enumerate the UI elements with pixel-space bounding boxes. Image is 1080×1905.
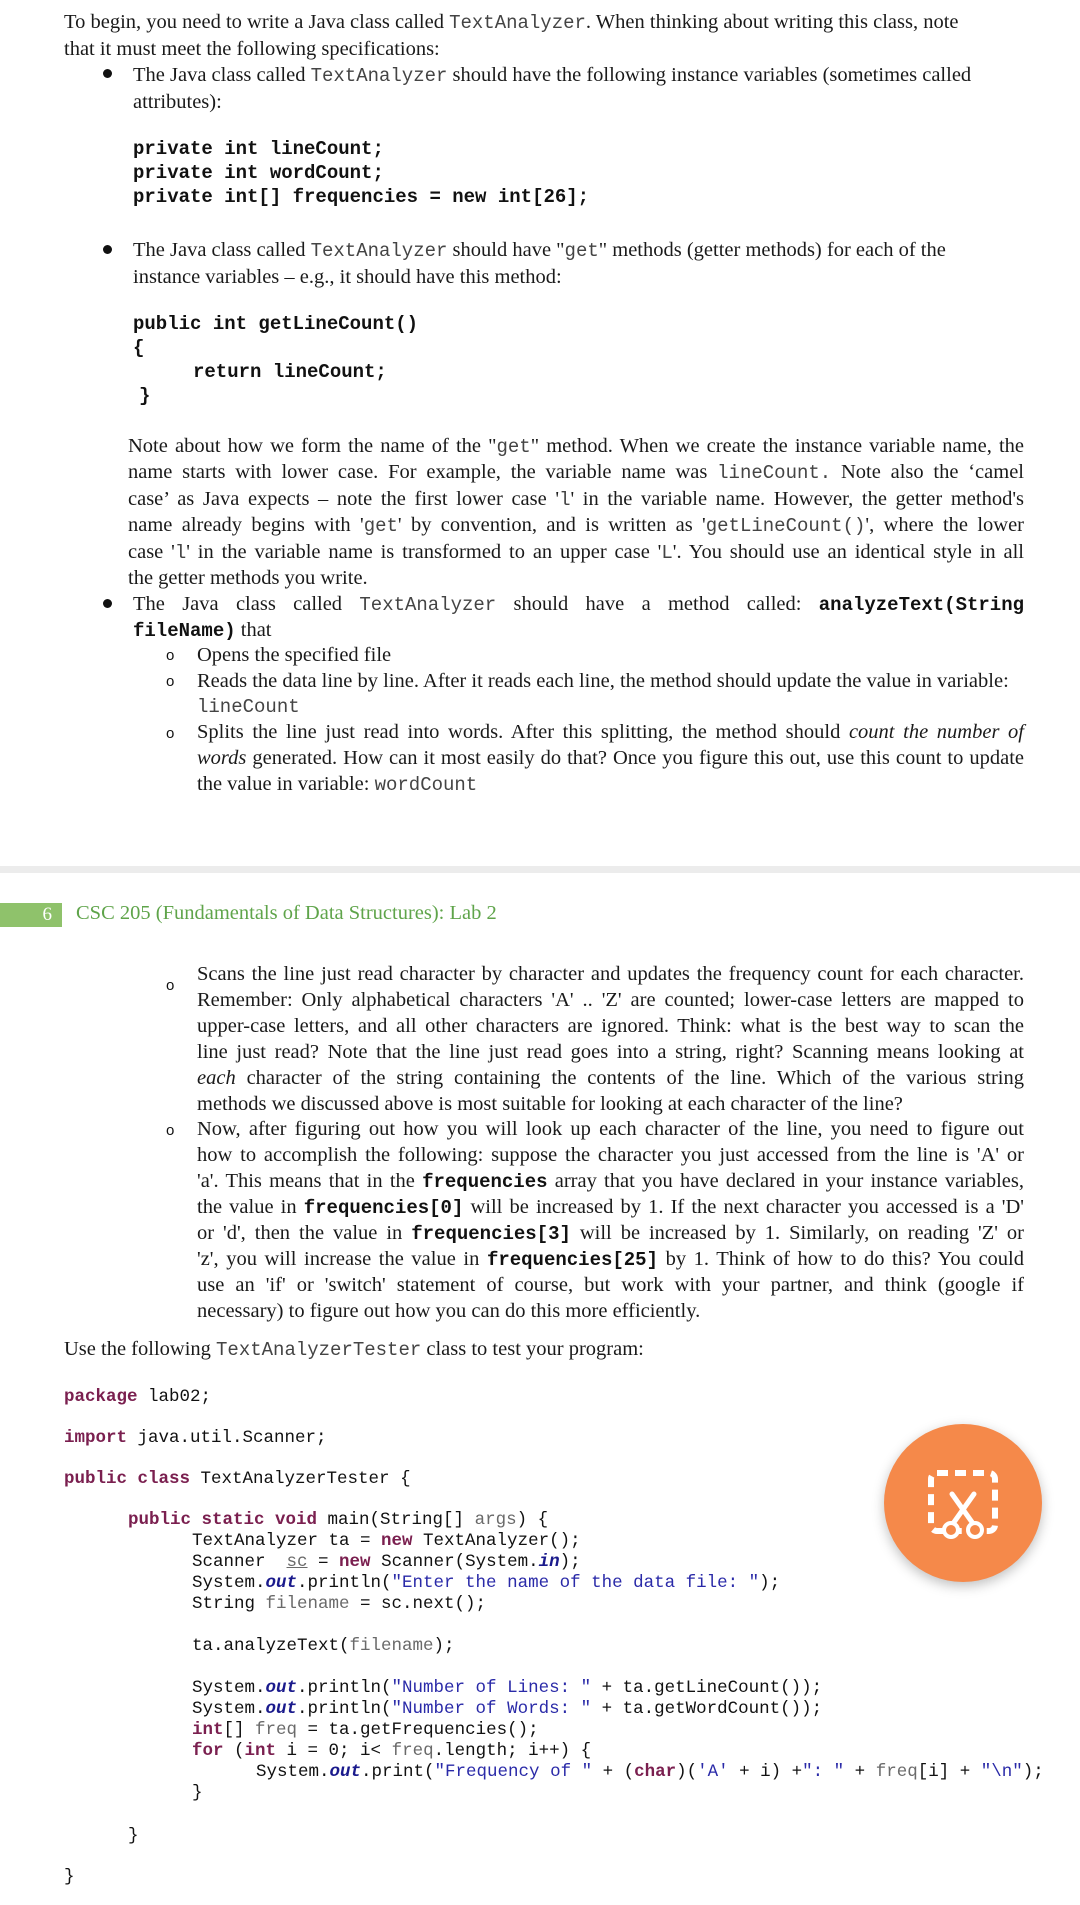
inline-code: l xyxy=(559,489,571,511)
text: by 1. Think of how to do this? You could xyxy=(657,1248,1024,1270)
inline-code: L xyxy=(661,542,673,564)
text: ta.analyzeText( xyxy=(192,1636,350,1656)
page-divider xyxy=(0,866,1080,873)
text: ' in the variable name. However, the getter method's xyxy=(570,488,1024,510)
variable: filename xyxy=(349,1636,434,1656)
string-literal: 'A' xyxy=(697,1762,729,1782)
sub-line xyxy=(197,1168,1024,1196)
text: 'a'. This means that in the xyxy=(197,1170,423,1192)
keyword: public static void xyxy=(128,1510,318,1530)
inline-code: wordCount xyxy=(374,774,478,796)
intro-line-2: that it must meet the following specifications: xyxy=(64,38,440,60)
text: " methods (getter methods) for each of the xyxy=(598,239,946,261)
inline-code: TextAnalyzer xyxy=(359,594,497,616)
screenshot-scissors-icon xyxy=(884,1424,1042,1582)
sub-line xyxy=(197,1065,1024,1092)
text: .println( xyxy=(297,1573,392,1593)
bullet2-line-1 xyxy=(133,237,946,265)
string-literal: "Frequency of " xyxy=(434,1762,593,1782)
code-line xyxy=(192,1594,486,1615)
inline-code: get xyxy=(496,436,531,458)
inline-code: get xyxy=(363,515,398,537)
sub-line xyxy=(197,1194,1024,1222)
sub-line xyxy=(197,1220,1024,1248)
bullet3-line-2 xyxy=(133,617,272,645)
code-line: } xyxy=(192,1783,203,1803)
page-header-title: CSC 205 (Fundamentals of Data Structures): Lab 2 xyxy=(76,902,497,924)
sub-line xyxy=(197,745,1024,772)
text: System. xyxy=(192,1699,266,1719)
string-literal: "\n" xyxy=(980,1762,1023,1782)
note-line xyxy=(128,486,1024,514)
sub-line xyxy=(197,771,477,799)
code-line xyxy=(64,1469,411,1490)
text: ); xyxy=(1022,1762,1044,1782)
text: = ta.getFrequencies(); xyxy=(297,1720,539,1740)
emphasis: count the number of xyxy=(848,721,1024,743)
string-literal: "Number of Lines: " xyxy=(391,1678,592,1698)
code-line xyxy=(192,1741,591,1762)
text: character of the string containing the contents of the line. Which of the various string xyxy=(246,1067,1024,1089)
inline-code: get xyxy=(564,240,599,262)
static-field: out xyxy=(265,1699,298,1719)
text: case’ as Java expects – note the first lower case ' xyxy=(128,488,560,510)
note-line: the getter methods you write. xyxy=(128,567,368,589)
keyword: char xyxy=(634,1762,677,1782)
code-line: } xyxy=(64,1867,75,1887)
keyword: import xyxy=(64,1428,128,1448)
code-line xyxy=(192,1573,780,1594)
text: should have the following instance variables (sometimes called xyxy=(447,64,972,86)
code-line xyxy=(192,1720,539,1741)
inline-code: frequencies xyxy=(422,1171,548,1193)
circle-bullet-icon: o xyxy=(166,725,175,742)
inline-code: TextAnalyzer xyxy=(310,65,448,87)
code-line xyxy=(192,1552,581,1573)
text: [] xyxy=(223,1720,256,1740)
sub-line: Scans the line just read character by character and updates the frequency count for each character. xyxy=(197,963,1024,985)
code-line: { xyxy=(133,337,145,359)
sub-line xyxy=(197,719,1024,746)
text: . When thinking about writing this class, note xyxy=(585,11,959,33)
text: To begin, you need to write a Java class called xyxy=(64,11,450,33)
text: .length; i++) { xyxy=(433,1741,592,1761)
inline-code: getLineCount() xyxy=(705,515,866,537)
text: )( xyxy=(676,1762,698,1782)
static-field: out xyxy=(329,1762,362,1782)
bullet-icon xyxy=(103,599,112,608)
text: or 'd', then the value in xyxy=(197,1222,412,1244)
text: .print( xyxy=(361,1762,435,1782)
sub-line: upper-case letters, and all other characters are ignored. Think: what is the best way to scan the xyxy=(197,1015,1024,1037)
note-line xyxy=(128,433,1024,461)
keyword: int xyxy=(192,1720,224,1740)
note-line xyxy=(128,539,1024,567)
text: .println( xyxy=(297,1678,392,1698)
bullet2-line-2: instance variables – e.g., it should have this method: xyxy=(133,266,562,288)
text: + ( xyxy=(592,1762,635,1782)
variable: sc xyxy=(286,1552,308,1572)
text: Splits the line just read into words. After this splitting, the method should xyxy=(197,721,849,743)
text: + xyxy=(844,1762,876,1782)
intro-line-1 xyxy=(64,9,959,37)
text: ( xyxy=(223,1741,245,1761)
emphasis: words xyxy=(197,747,247,769)
text: String xyxy=(192,1594,266,1614)
code-line: return lineCount; xyxy=(193,361,387,383)
static-field: out xyxy=(265,1573,298,1593)
keyword: for xyxy=(192,1741,224,1761)
bullet-icon xyxy=(103,245,112,254)
text: ); xyxy=(559,1552,581,1572)
text: name starts with lower case. For example, the variable name was xyxy=(128,461,718,483)
text: main(String[] xyxy=(317,1510,475,1530)
text: generated. How can it most easily do that? Once you figure this out, use this count to update xyxy=(246,747,1024,769)
inline-code: frequencies[25] xyxy=(486,1249,658,1271)
sub-line: line just read? Note that the line just read goes into a string, right? Scanning means looking at xyxy=(197,1041,1024,1063)
code-line: public int getLineCount() xyxy=(133,313,419,335)
text: Scanner(System. xyxy=(370,1552,539,1572)
text: System. xyxy=(256,1762,330,1782)
code-line xyxy=(192,1636,455,1657)
variable: freq xyxy=(255,1720,298,1740)
text: the value in xyxy=(197,1196,304,1218)
sub-line: Remember: Only alphabetical characters 'A' .. 'Z' are counted; lower-case letters are mapped to xyxy=(197,989,1024,1011)
code-line: private int wordCount; xyxy=(133,162,384,184)
text: array that you have declared in your instance variables, xyxy=(547,1170,1024,1192)
code-line xyxy=(192,1531,581,1552)
code-line: } xyxy=(128,1826,139,1846)
inline-code: lineCount. xyxy=(717,462,832,484)
text: Note also the ‘camel xyxy=(831,461,1024,483)
screenshot-fab-button[interactable] xyxy=(884,1424,1042,1582)
text: The Java class called xyxy=(133,64,311,86)
text: + i) + xyxy=(728,1762,803,1782)
variable: filename xyxy=(265,1594,350,1614)
sub-line xyxy=(197,1246,1024,1274)
bullet-icon xyxy=(103,69,112,78)
string-literal: "Enter the name of the data file: " xyxy=(391,1573,760,1593)
variable: freq xyxy=(391,1741,434,1761)
text: that xyxy=(235,619,272,641)
text: ' in the variable name is transformed to an upper case ' xyxy=(186,541,662,563)
keyword: int xyxy=(244,1741,277,1761)
variable: args xyxy=(474,1510,517,1530)
circle-bullet-icon: o xyxy=(166,977,175,994)
sub-line: necessary) to figure out how you can do this more efficiently. xyxy=(197,1300,701,1322)
text: System. xyxy=(192,1573,266,1593)
keyword: public class xyxy=(64,1469,191,1489)
text: name already begins with ' xyxy=(128,514,364,536)
bullet3-line-1 xyxy=(133,591,1024,619)
text: ); xyxy=(759,1573,781,1593)
text: .println( xyxy=(297,1699,392,1719)
sub-line: use an 'if' or 'switch' statement of course, but work with your partner, and think (google if xyxy=(197,1274,1024,1296)
inline-code: l xyxy=(174,542,187,564)
text: TextAnalyzer(); xyxy=(412,1531,581,1551)
code-line xyxy=(256,1762,1044,1783)
inline-code: TextAnalyzer xyxy=(310,240,448,262)
text: ', where the lower xyxy=(865,514,1024,536)
inline-code: frequencies[3] xyxy=(411,1223,571,1245)
text: The Java class called xyxy=(133,239,311,261)
string-literal: ": " xyxy=(802,1762,845,1782)
inline-code: TextAnalyzer xyxy=(449,12,586,34)
code-line xyxy=(128,1510,548,1531)
circle-bullet-icon: o xyxy=(166,1122,175,1139)
method-signature: fileName) xyxy=(133,620,236,642)
tester-intro xyxy=(64,1336,644,1364)
text: TextAnalyzerTester { xyxy=(190,1469,411,1489)
sub-line: how to accomplish the following: suppose the character you just accessed from the line is 'A' or xyxy=(197,1144,1024,1166)
bullet1-line-2: attributes): xyxy=(133,91,222,113)
text: class to test your program: xyxy=(421,1338,644,1360)
emphasis: each xyxy=(197,1067,236,1089)
text: i = 0; i< xyxy=(276,1741,392,1761)
note-line xyxy=(128,512,1024,540)
text: " method. When we create the instance variable name, the xyxy=(530,435,1024,457)
text: ) { xyxy=(516,1510,549,1530)
text: 'z', you will increase the value in xyxy=(197,1248,487,1270)
code-line: private int lineCount; xyxy=(133,138,384,160)
circle-bullet-icon: o xyxy=(166,673,175,690)
sub-line: methods we discussed above is most suitable for looking at each character of the line? xyxy=(197,1093,903,1115)
circle-bullet-icon: o xyxy=(166,647,175,664)
text: [i] + xyxy=(917,1762,981,1782)
code-line: private int[] frequencies = new int[26]; xyxy=(133,186,590,208)
variable: freq xyxy=(875,1762,918,1782)
sub-item-open-file: Opens the specified file xyxy=(197,644,392,666)
text: TextAnalyzer ta = xyxy=(192,1531,382,1551)
sub-line: Now, after figuring out how you will look up each character of the line, you need to figure out xyxy=(197,1118,1024,1140)
text: case ' xyxy=(128,541,175,563)
text: = sc.next(); xyxy=(349,1594,487,1614)
keyword: package xyxy=(64,1387,138,1407)
inline-code: lineCount xyxy=(197,696,300,718)
keyword: new xyxy=(381,1531,413,1551)
keyword: new xyxy=(339,1552,371,1572)
static-field: out xyxy=(265,1678,298,1698)
text: System. xyxy=(192,1678,266,1698)
code-line xyxy=(64,1428,327,1449)
text: java.util.Scanner; xyxy=(127,1428,327,1448)
text: ); xyxy=(433,1636,455,1656)
text: Note about how we form the name of the " xyxy=(128,435,497,457)
text: = xyxy=(307,1552,340,1572)
text: The Java class called xyxy=(133,593,360,615)
inline-code: frequencies[0] xyxy=(303,1197,464,1219)
note-line xyxy=(128,459,1024,487)
text: the value in variable: xyxy=(197,773,375,795)
code-line xyxy=(192,1678,822,1699)
sub-item-read-lines: Reads the data line by line. After it reads each line, the method should update the value in variable: xyxy=(197,670,1009,692)
text: ' by convention, and is written as ' xyxy=(397,514,706,536)
text: Use the following xyxy=(64,1338,217,1360)
text: Scanner xyxy=(192,1552,287,1572)
page-number: 6 xyxy=(0,903,62,927)
text: '. You should use an identical style in all xyxy=(672,541,1024,563)
method-signature: analyzeText(String xyxy=(818,594,1024,616)
text: will be increased by 1. If the next character you accessed is a 'D' xyxy=(463,1196,1024,1218)
text: should have a method called: xyxy=(496,593,819,615)
text: + ta.getWordCount()); xyxy=(591,1699,823,1719)
code-line xyxy=(64,1387,211,1408)
code-line: } xyxy=(139,385,151,407)
inline-code: TextAnalyzerTester xyxy=(216,1339,422,1361)
string-literal: "Number of Words: " xyxy=(391,1699,592,1719)
static-field: in xyxy=(538,1552,560,1572)
bullet1-line-1 xyxy=(133,62,971,90)
text: + ta.getLineCount()); xyxy=(591,1678,823,1698)
text: should have " xyxy=(447,239,565,261)
code-line xyxy=(192,1699,822,1720)
text: lab02; xyxy=(137,1387,212,1407)
text: will be increased by 1. Similarly, on reading 'Z' or xyxy=(570,1222,1024,1244)
